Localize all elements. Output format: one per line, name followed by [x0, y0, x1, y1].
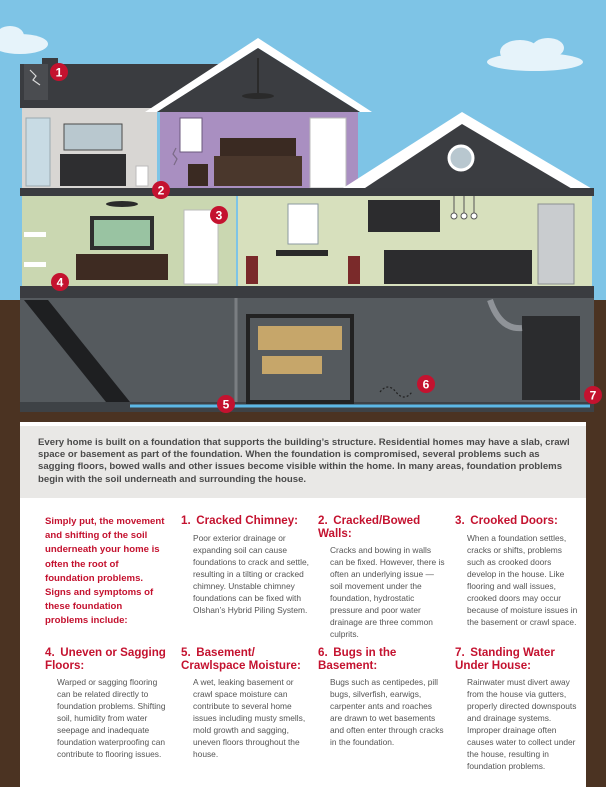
problem-5-title: 5. Basement/ Crawlspace Moisture:	[181, 646, 301, 672]
plant-pot-right	[348, 256, 360, 284]
problem-2-body: Cracks and bowing in walls can be fixed. However, there is often an underlying issue — soil movement under the foundation, hydrostatic pressure and poor water drainage are three common culprits.	[330, 545, 445, 640]
wall-painting-canvas	[94, 220, 150, 246]
problem-6	[318, 647, 446, 748]
kitchen-lower-cabinets	[384, 250, 532, 284]
marker-6	[417, 375, 435, 393]
problem-4	[45, 647, 169, 760]
shower	[26, 118, 50, 186]
problem-2	[318, 515, 446, 640]
bathroom-vanity	[60, 154, 126, 186]
problem-6-body: Bugs such as centipedes, pill bugs, silverfish, earwigs, carpenter ants and roaches are drawn to wet basements and often enter through cracks in the foundation.	[330, 677, 444, 748]
marker-2	[152, 181, 170, 199]
refrigerator	[538, 204, 574, 284]
problem-4-title: 4. Uneven or Sagging Floors:	[45, 646, 166, 672]
upper-floor-slab	[20, 188, 594, 196]
problem-7	[455, 647, 580, 772]
problem-7-title: 7. Standing Water Under House:	[455, 646, 555, 672]
storage-boxes-2	[262, 356, 322, 374]
svg-text:1: 1	[55, 65, 63, 80]
marker-4	[51, 273, 69, 291]
svg-text:6: 6	[422, 377, 430, 392]
problem-7-body: Rainwater must divert away from the house via gutters, properly directed downspouts and drainage systems. Improper drainage often causes water to collect under the house, resulting in foundation problems.	[467, 677, 577, 772]
problem-1-body: Poor exterior drainage or expanding soil can cause foundations to crack and settle, resulting in a tilting or cracked chimney. Unstable chimney foundations can be fixed with Olshan’s Hybrid Piling System.	[193, 532, 309, 615]
nightstand	[188, 164, 208, 186]
svg-text:5: 5	[222, 397, 230, 412]
svg-text:2: 2	[157, 183, 165, 198]
main-floor-slab	[20, 286, 594, 298]
problem-4-body: Warped or sagging flooring can be related directly to foundation problems. Shifting soil, humidity from water seepage and inadequate foundation waterproofing can contribute to flooring issues.	[57, 677, 166, 760]
lead-text: Simply put, the movement and shifting of the soil underneath your home is often the root of foundation problems. Signs and symptoms of these foundation problems include:	[45, 516, 165, 627]
marker-7	[584, 386, 602, 404]
intro-text: Every home is built on a foundation that supports the building’s structure. Residential homes may have a slab, crawl space or basement as part of the foundation. When the foundation is compromised, several problems such as sagging floors, bowed walls and other issues become visible within the home. In many areas, foundation problems begin with the soil underneath and surrounding the house.	[38, 437, 570, 485]
marker-3	[210, 206, 228, 224]
ceiling-fan	[242, 93, 274, 99]
kitchen-window	[288, 204, 318, 244]
bed-headboard	[220, 138, 296, 158]
problem-1-title: 1. Cracked Chimney:	[181, 514, 299, 527]
problem-3-title: 3. Crooked Doors:	[455, 514, 558, 527]
svg-text:4: 4	[56, 275, 64, 290]
shelf-top	[24, 232, 46, 237]
svg-text:7: 7	[589, 388, 597, 403]
bed	[214, 156, 302, 186]
attic-window-round	[449, 146, 473, 170]
problem-5-body: A wet, leaking basement or crawl space moisture can contribute to several home issues including musty smells, mold growth and sagging, uneven floors throughout the house.	[193, 677, 306, 760]
dining-table	[276, 250, 328, 256]
kitchen-upper-cabinets	[368, 200, 440, 232]
bedroom-door	[310, 118, 346, 188]
ceiling-fan-living	[106, 201, 138, 207]
bedroom-window	[180, 118, 202, 152]
shelf-bottom	[24, 262, 46, 267]
problem-3	[455, 515, 580, 628]
svg-text:3: 3	[215, 208, 223, 223]
problem-6-title: 6. Bugs in the Basement:	[318, 646, 397, 672]
plant-pot-left	[246, 256, 258, 284]
problem-2-title: 2. Cracked/Bowed Walls:	[318, 514, 421, 540]
sofa	[76, 254, 168, 280]
furnace	[522, 316, 580, 400]
problem-3-body: When a foundation settles, cracks or shifts, problems such as crooked doors develop in the house. Like flooring and wall issues, crooked doors may occur because of moisture issues in the basement or crawl space.	[467, 532, 578, 627]
toilet	[136, 166, 148, 186]
storage-boxes	[258, 326, 342, 350]
marker-1	[50, 63, 68, 81]
problem-1	[181, 515, 309, 616]
marker-5	[217, 395, 235, 413]
problem-5	[181, 647, 309, 760]
bathroom-mirror	[64, 124, 122, 150]
